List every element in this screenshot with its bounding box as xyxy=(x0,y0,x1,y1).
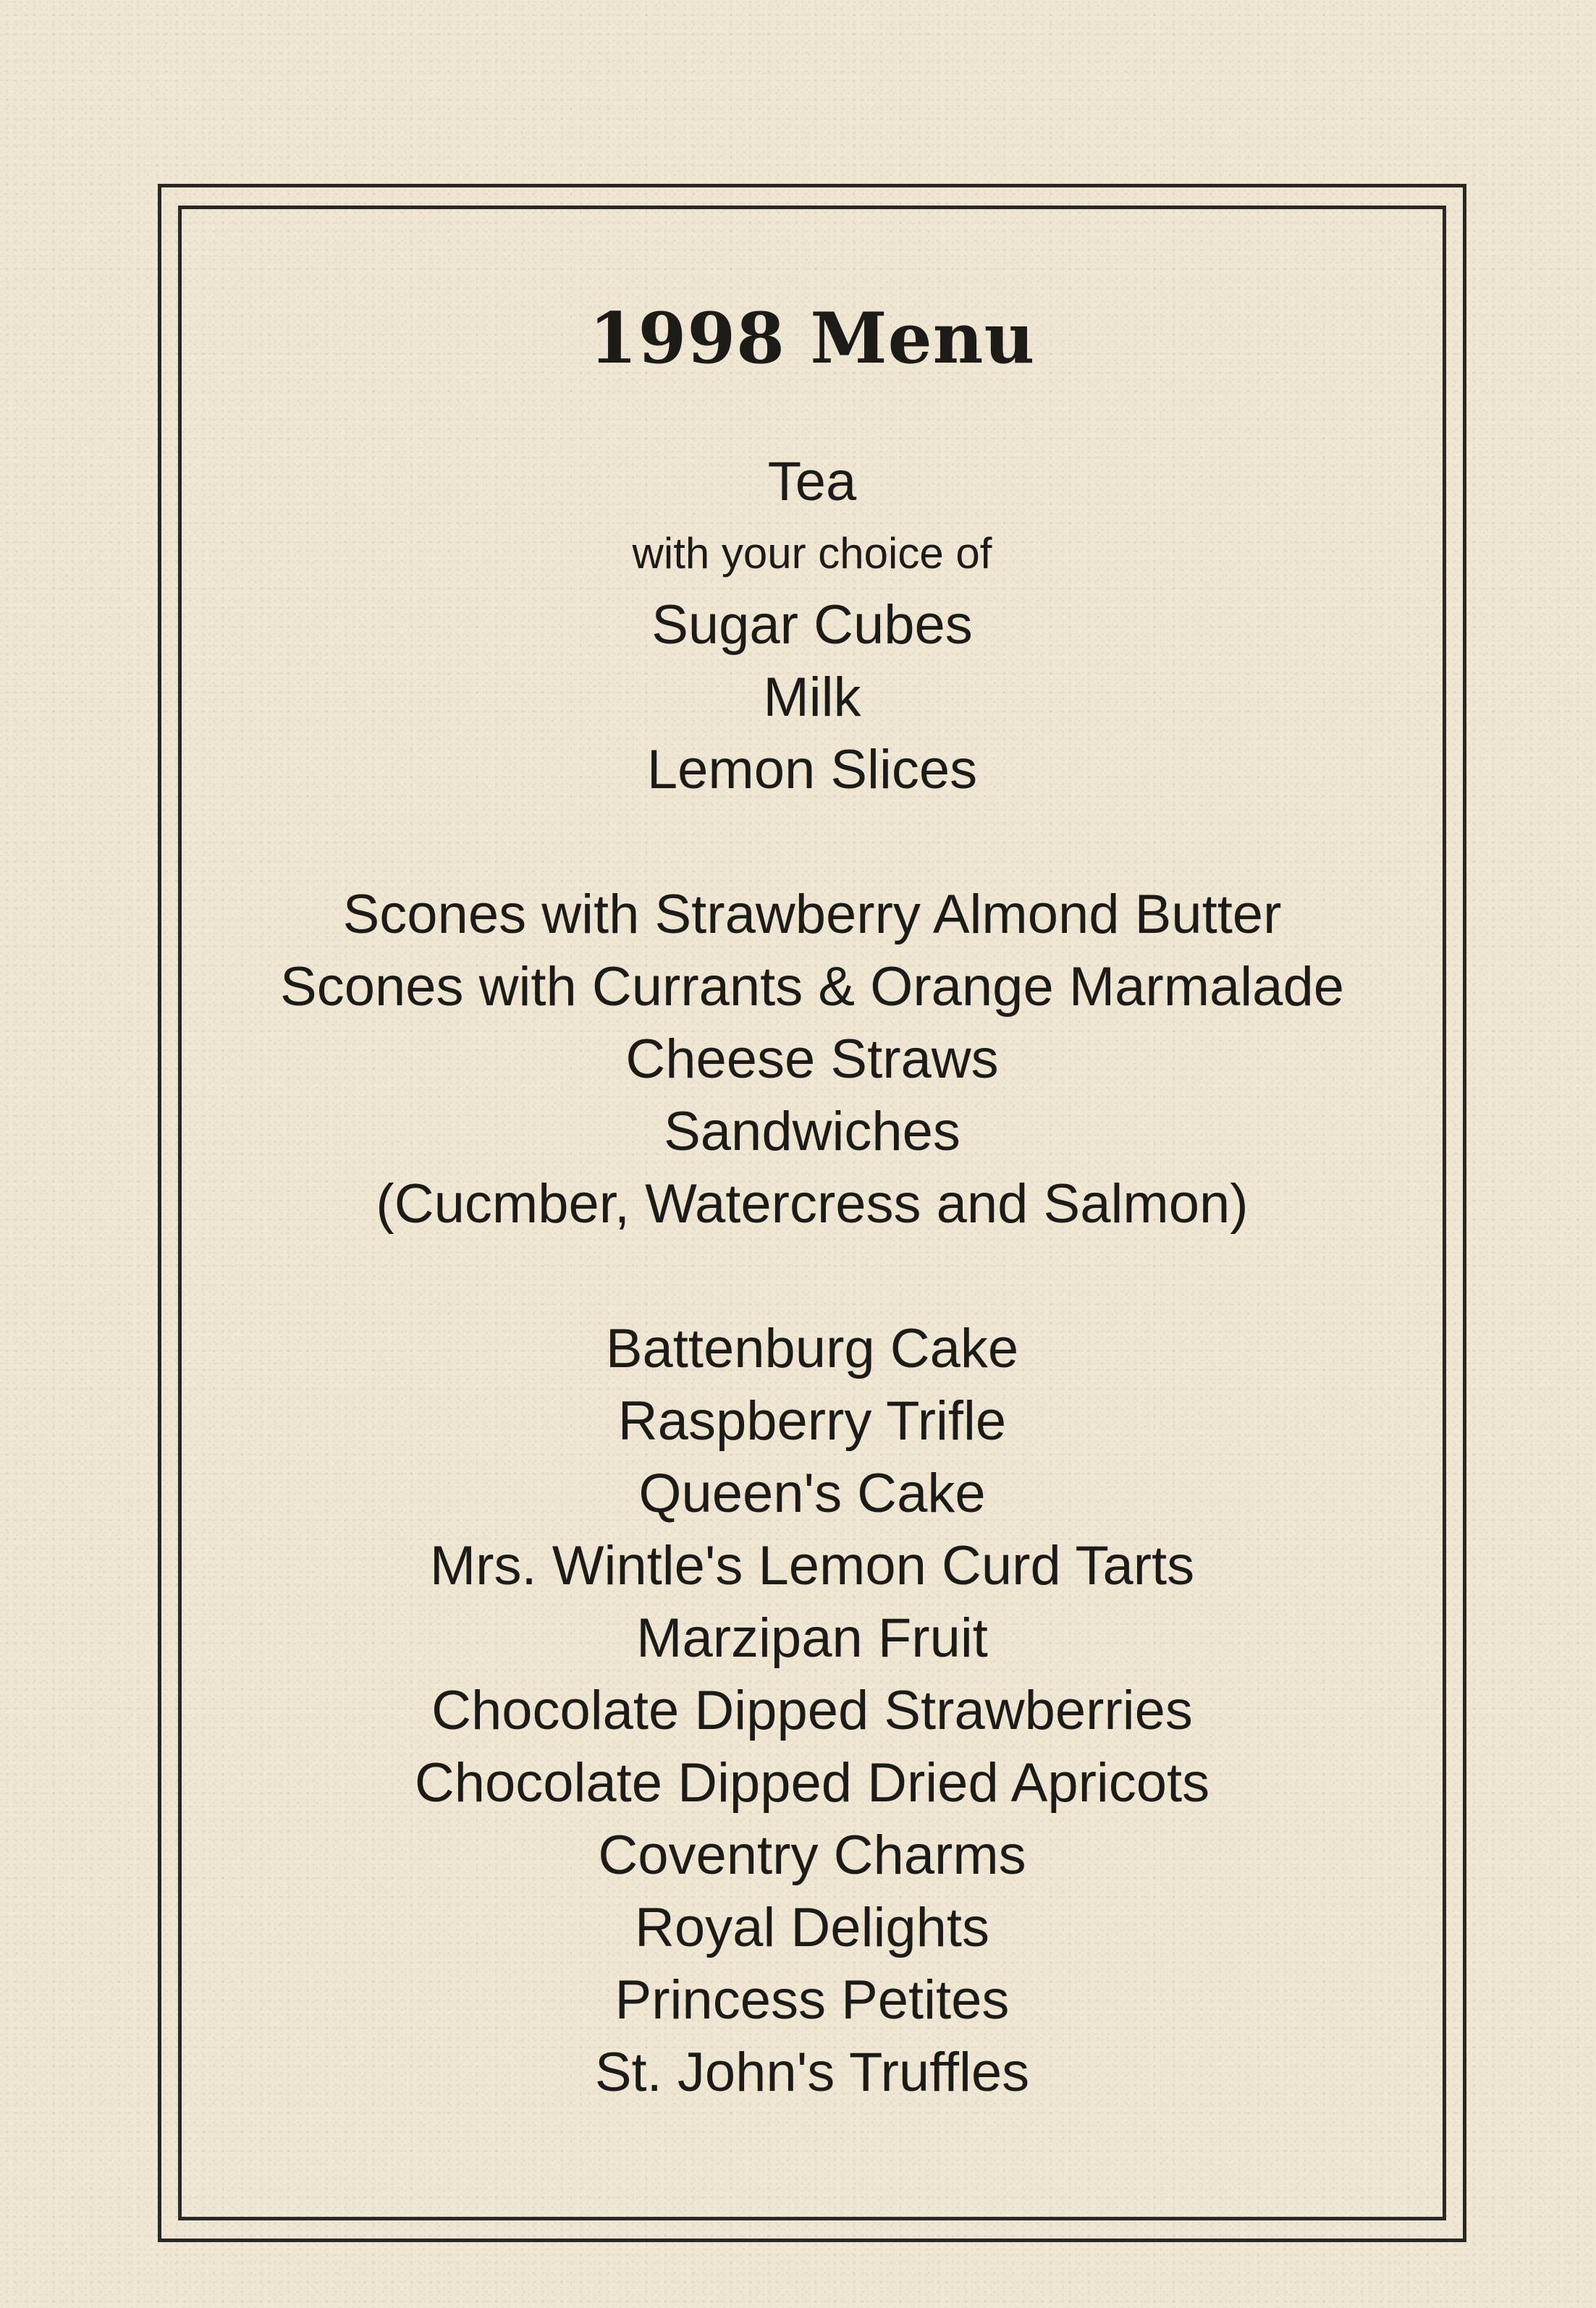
list-item: Chocolate Dipped Dried Apricots xyxy=(414,1752,1210,1814)
list-item: Scones with Strawberry Almond Butter xyxy=(342,884,1282,945)
sweets-list xyxy=(178,1313,1446,2109)
list-item: Chocolate Dipped Strawberries xyxy=(431,1680,1193,1741)
list-item: Sugar Cubes xyxy=(651,594,973,656)
list-item: Sandwiches xyxy=(664,1101,960,1162)
list-item: Princess Petites xyxy=(615,1969,1010,2031)
savory-list xyxy=(178,879,1446,1240)
tea-item: Tea xyxy=(767,451,857,512)
list-item: Coventry Charms xyxy=(598,1825,1026,1886)
list-item: (Cucmber, Watercress and Salmon) xyxy=(376,1173,1249,1235)
list-item: Battenburg Cake xyxy=(605,1318,1019,1379)
list-item: St. John's Truffles xyxy=(594,2042,1030,2103)
list-item: Cheese Straws xyxy=(625,1028,999,1090)
list-item: Queen's Cake xyxy=(638,1463,986,1524)
list-item: Mrs. Wintle's Lemon Curd Tarts xyxy=(429,1535,1195,1597)
tea-options-list xyxy=(178,589,1446,806)
list-item: Royal Delights xyxy=(635,1897,989,1958)
tea-note: with your choice of xyxy=(632,529,992,578)
list-item: Marzipan Fruit xyxy=(636,1607,988,1669)
list-item: Lemon Slices xyxy=(646,739,978,800)
menu-card xyxy=(178,206,1446,2109)
tea-section xyxy=(178,446,1446,806)
list-item: Raspberry Trifle xyxy=(617,1390,1007,1452)
list-item: Milk xyxy=(763,667,861,728)
menu-title: 1998 Menu xyxy=(588,297,1036,379)
list-item: Scones with Currants & Orange Marmalade xyxy=(280,956,1344,1018)
